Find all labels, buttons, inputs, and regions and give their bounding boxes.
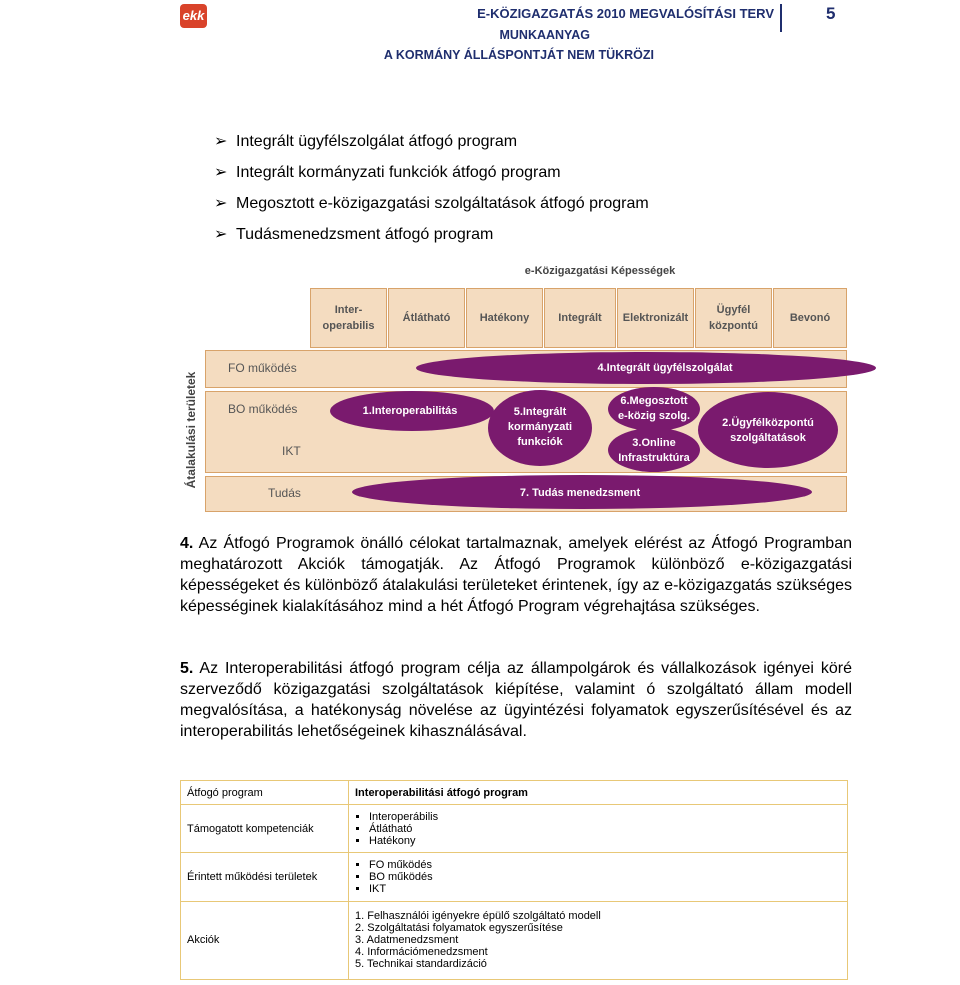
header-title: E-KÖZIGAZGATÁS 2010 MEGVALÓSÍTÁSI TERV — [477, 6, 774, 21]
program-6-label: 6.Megosztott e-közig szolg. — [617, 395, 691, 422]
row-label-bo: BO működés — [228, 402, 298, 416]
table-row — [181, 805, 848, 853]
capability-transparent: Átlátható — [388, 288, 465, 348]
program-1-label: 1.Interoperabilitás — [362, 405, 458, 417]
paragraph-4 — [180, 533, 852, 617]
diagram-title: e-Közigazgatási Képességek — [524, 265, 676, 277]
program-summary-table — [180, 780, 848, 980]
transformation-areas-label: Átalakulási területek — [184, 371, 198, 489]
table-row — [181, 781, 848, 805]
table-cell-label: Akciók — [181, 901, 349, 979]
list-item-text: Tudásmenedzsment átfogó program — [236, 226, 494, 243]
list-item: ▪ Átlátható — [369, 823, 841, 835]
capability-integrated: Integrált — [544, 288, 616, 348]
list-item: ▪ FO működés — [369, 859, 841, 871]
list-item-text: Integrált ügyfélszolgálat átfogó program — [236, 133, 518, 150]
list-item: 5. Technikai standardizáció — [355, 958, 487, 971]
table-cell-value — [349, 853, 848, 901]
table-cell-label: Érintett működési területek — [181, 853, 349, 901]
arrow-bullet-icon: ➢ — [214, 226, 228, 243]
program-2-label: 2.Ügyfélközpontú szolgáltatások — [722, 417, 814, 444]
arrow-bullet-icon: ➢ — [214, 133, 228, 150]
paragraph-text: Az Interoperabilitási átfogó program célja az állampolgárok és vállalkozások igényei köré szerveződő közigazgatási szolgáltatások kiépítése, valamint ó szolgáltató állam modell megvalósítása, a hatékonyság növelése az ügyintézési folyamatok egyszerűsítésével és az interoperabilitás lehetőségeinek kihasználásával. — [180, 660, 853, 740]
table-cell-value — [349, 805, 848, 853]
table-cell-label: Támogatott kompetenciák — [181, 805, 349, 853]
table-cell-label: Átfogó program — [181, 781, 349, 805]
table-cell-value: Interoperabilitási átfogó program — [349, 781, 848, 805]
paragraph-number: 4. — [180, 535, 194, 552]
program-4-label: 4.Integrált ügyfélszolgálat — [597, 362, 733, 374]
arrow-bullet-icon: ➢ — [214, 164, 228, 181]
list-item: 4. Információmenedzsment — [355, 946, 488, 959]
program-5-label: 5.Integrált kormányzati funkciók — [507, 406, 573, 448]
logo: ekk — [180, 4, 207, 28]
list-item: 3. Adatmenedzsment — [355, 934, 459, 947]
capability-interoperable: Inter- operabilis — [310, 288, 387, 348]
row-label-ikt: IKT — [282, 444, 301, 458]
paragraph-5 — [180, 658, 852, 742]
paragraph-text: Az Átfogó Programok önálló célokat tartalmaznak, amelyek elérést az Átfogó Programban meghatározott Akciók támogatják. Az Átfogó Programok különböző e-közigazgatási képességeket és különböző átalakulási területeket érintenek, így az e-közigazgatás szükséges képességinek kialakításához mind a hét Átfogó Program végrehajtása szükséges. — [180, 535, 853, 615]
table-row — [181, 853, 848, 901]
list-item: ▪ Interoperábilis — [369, 811, 841, 823]
list-item: ▪ IKT — [369, 883, 841, 895]
list-item: 2. Szolgáltatási folyamatok egyszerűsítése — [355, 922, 563, 935]
header-disclaimer: A KORMÁNY ÁLLÁSPONTJÁT NEM TÜKRÖZI — [383, 48, 654, 62]
page-number: 5 — [826, 4, 836, 23]
row-label-fo: FO működés — [228, 361, 297, 375]
list-item: ▪ BO működés — [369, 871, 841, 883]
list-item: ▪ Hatékony — [369, 835, 841, 847]
capability-engaging: Bevonó — [773, 288, 847, 348]
header-draft-note: MUNKAANYAG — [499, 28, 590, 42]
list-item-text: Megosztott e-közigazgatási szolgáltatások átfogó program — [236, 195, 649, 212]
table-cell-value — [349, 901, 848, 979]
row-label-knowledge: Tudás — [268, 486, 301, 500]
table-row — [181, 901, 848, 979]
program-3-label: 3.Online Infrastruktúra — [618, 437, 690, 464]
program-7-label: 7. Tudás menedzsment — [519, 487, 641, 499]
capability-client-centric: Ügyfél központú — [695, 288, 772, 348]
capability-electronic: Elektronizált — [617, 288, 694, 348]
paragraph-number: 5. — [180, 660, 194, 677]
capability-efficient: Hatékony — [466, 288, 543, 348]
list-item: 1. Felhasználói igényekre épülő szolgáltató modell — [355, 910, 601, 923]
list-item-text: Integrált kormányzati funkciók átfogó program — [236, 164, 561, 181]
arrow-bullet-icon: ➢ — [214, 195, 228, 212]
